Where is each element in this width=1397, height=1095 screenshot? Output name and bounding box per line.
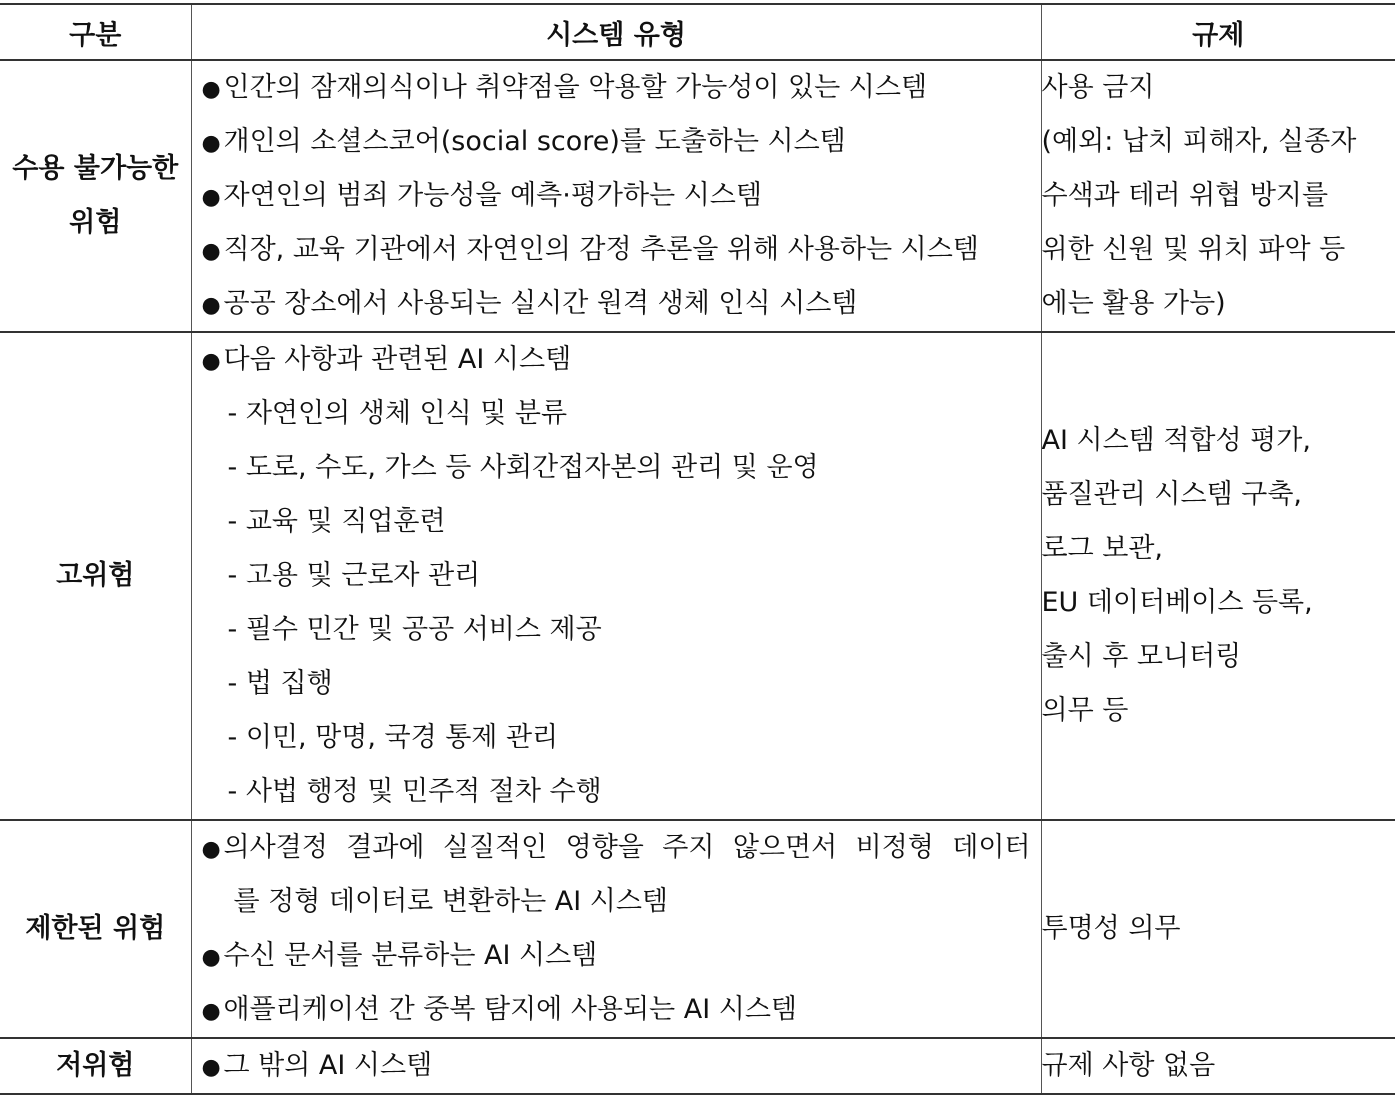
regulation-line: 투명성 의무: [1041, 913, 1181, 944]
bullet-icon: ●: [201, 349, 221, 374]
list-item-text: 애플리케이션 간 중복 탐지에 사용되는 AI 시스템: [223, 994, 797, 1025]
regulation-line: (예외: 납치 피해자, 실종자: [1041, 126, 1357, 157]
sub-list-item: - 사법 행정 및 민주적 절차 수행: [227, 776, 602, 807]
header-category: 구분: [0, 4, 191, 60]
list-item: [192, 983, 1041, 1037]
regulation-line: 사용 금지: [1041, 72, 1155, 103]
regulation-line: 의무 등: [1041, 695, 1129, 726]
category-cell: [0, 820, 191, 1038]
category-label-line: 고위험: [56, 560, 135, 591]
ai-risk-classification-table: [0, 3, 1395, 1095]
list-item: [192, 1039, 1041, 1093]
list-item-text: 그 밖의 AI 시스템: [223, 1050, 433, 1081]
list-item: [192, 333, 1041, 387]
list-item: [192, 61, 1041, 115]
list-item-text: 의사결정 결과에 실질적인 영향을 주지 않으면서 비정형 데이터: [223, 832, 1031, 863]
header-regulation: 규제: [1041, 4, 1395, 60]
regulation-line: 위한 신원 및 위치 파악 등: [1041, 234, 1346, 265]
category-cell: [0, 332, 191, 820]
list-item-text: 개인의 소셜스코어(social score)를 도출하는 시스템: [223, 126, 846, 157]
list-item: [192, 277, 1041, 331]
list-item: [192, 115, 1041, 169]
bullet-icon: ●: [201, 77, 221, 102]
regulation-line: 수색과 테러 위협 방지를: [1041, 180, 1329, 211]
sub-list-item: - 고용 및 근로자 관리: [227, 560, 481, 591]
table-row-limited-risk: [0, 820, 1395, 1038]
table-row-low-risk: [0, 1038, 1395, 1094]
bullet-icon: ●: [201, 239, 221, 264]
regulation-line: EU 데이터베이스 등록,: [1041, 587, 1313, 618]
category-cell: [0, 60, 191, 332]
regulation-line: 규제 사항 없음: [1041, 1050, 1216, 1081]
category-label-line: 저위험: [56, 1050, 135, 1081]
bullet-icon: ●: [201, 837, 221, 862]
list-item: [192, 169, 1041, 223]
sub-list-item: - 도로, 수도, 가스 등 사회간접자본의 관리 및 운영: [227, 452, 819, 483]
table-row-high-risk: [0, 332, 1395, 820]
regulation-cell: [1041, 60, 1395, 332]
bullet-icon: ●: [201, 293, 221, 318]
list-item-text: 직장, 교육 기관에서 자연인의 감정 추론을 위해 사용하는 시스템: [223, 234, 979, 265]
list-item-text: 수신 문서를 분류하는 AI 시스템: [223, 940, 598, 971]
regulation-cell: [1041, 332, 1395, 820]
sub-list-item: - 필수 민간 및 공공 서비스 제공: [227, 614, 602, 645]
list-item-continuation: 를 정형 데이터로 변환하는 AI 시스템: [233, 886, 668, 917]
table-header-row: [0, 4, 1395, 60]
system-type-cell: [191, 60, 1041, 332]
list-item-text: 자연인의 범죄 가능성을 예측·평가하는 시스템: [223, 180, 762, 211]
regulation-line: AI 시스템 적합성 평가,: [1041, 425, 1311, 456]
sub-list-item: - 교육 및 직업훈련: [227, 506, 446, 537]
system-type-cell: [191, 332, 1041, 820]
regulation-line: 에는 활용 가능): [1041, 288, 1226, 319]
bullet-icon: ●: [201, 185, 221, 210]
table-row-unacceptable-risk: [0, 60, 1395, 332]
bullet-icon: ●: [201, 999, 221, 1024]
bullet-icon: ●: [201, 131, 221, 156]
regulation-line: 품질관리 시스템 구축,: [1041, 479, 1302, 510]
sub-list-item: - 법 집행: [227, 668, 333, 699]
list-item: [192, 223, 1041, 277]
category-label-line: 위험: [69, 207, 122, 238]
regulation-cell: [1041, 820, 1395, 1038]
list-item: [192, 821, 1041, 875]
category-label-line: 수용 불가능한: [12, 153, 179, 184]
list-item-text: 공공 장소에서 사용되는 실시간 원격 생체 인식 시스템: [223, 288, 858, 319]
list-item-text: 다음 사항과 관련된 AI 시스템: [223, 344, 572, 375]
regulation-line: 로그 보관,: [1041, 533, 1163, 564]
bullet-icon: ●: [201, 1055, 221, 1080]
regulation-line: 출시 후 모니터링: [1041, 641, 1242, 672]
category-cell: [0, 1038, 191, 1094]
regulation-cell: [1041, 1038, 1395, 1094]
header-system-type: 시스템 유형: [191, 4, 1041, 60]
sub-list-item: - 자연인의 생체 인식 및 분류: [227, 398, 568, 429]
category-label-line: 제한된 위험: [25, 913, 166, 944]
list-item: [192, 929, 1041, 983]
bullet-icon: ●: [201, 945, 221, 970]
system-type-cell: [191, 1038, 1041, 1094]
sub-list-item: - 이민, 망명, 국경 통제 관리: [227, 722, 559, 753]
system-type-cell: [191, 820, 1041, 1038]
list-item-text: 인간의 잠재의식이나 취약점을 악용할 가능성이 있는 시스템: [223, 72, 928, 103]
